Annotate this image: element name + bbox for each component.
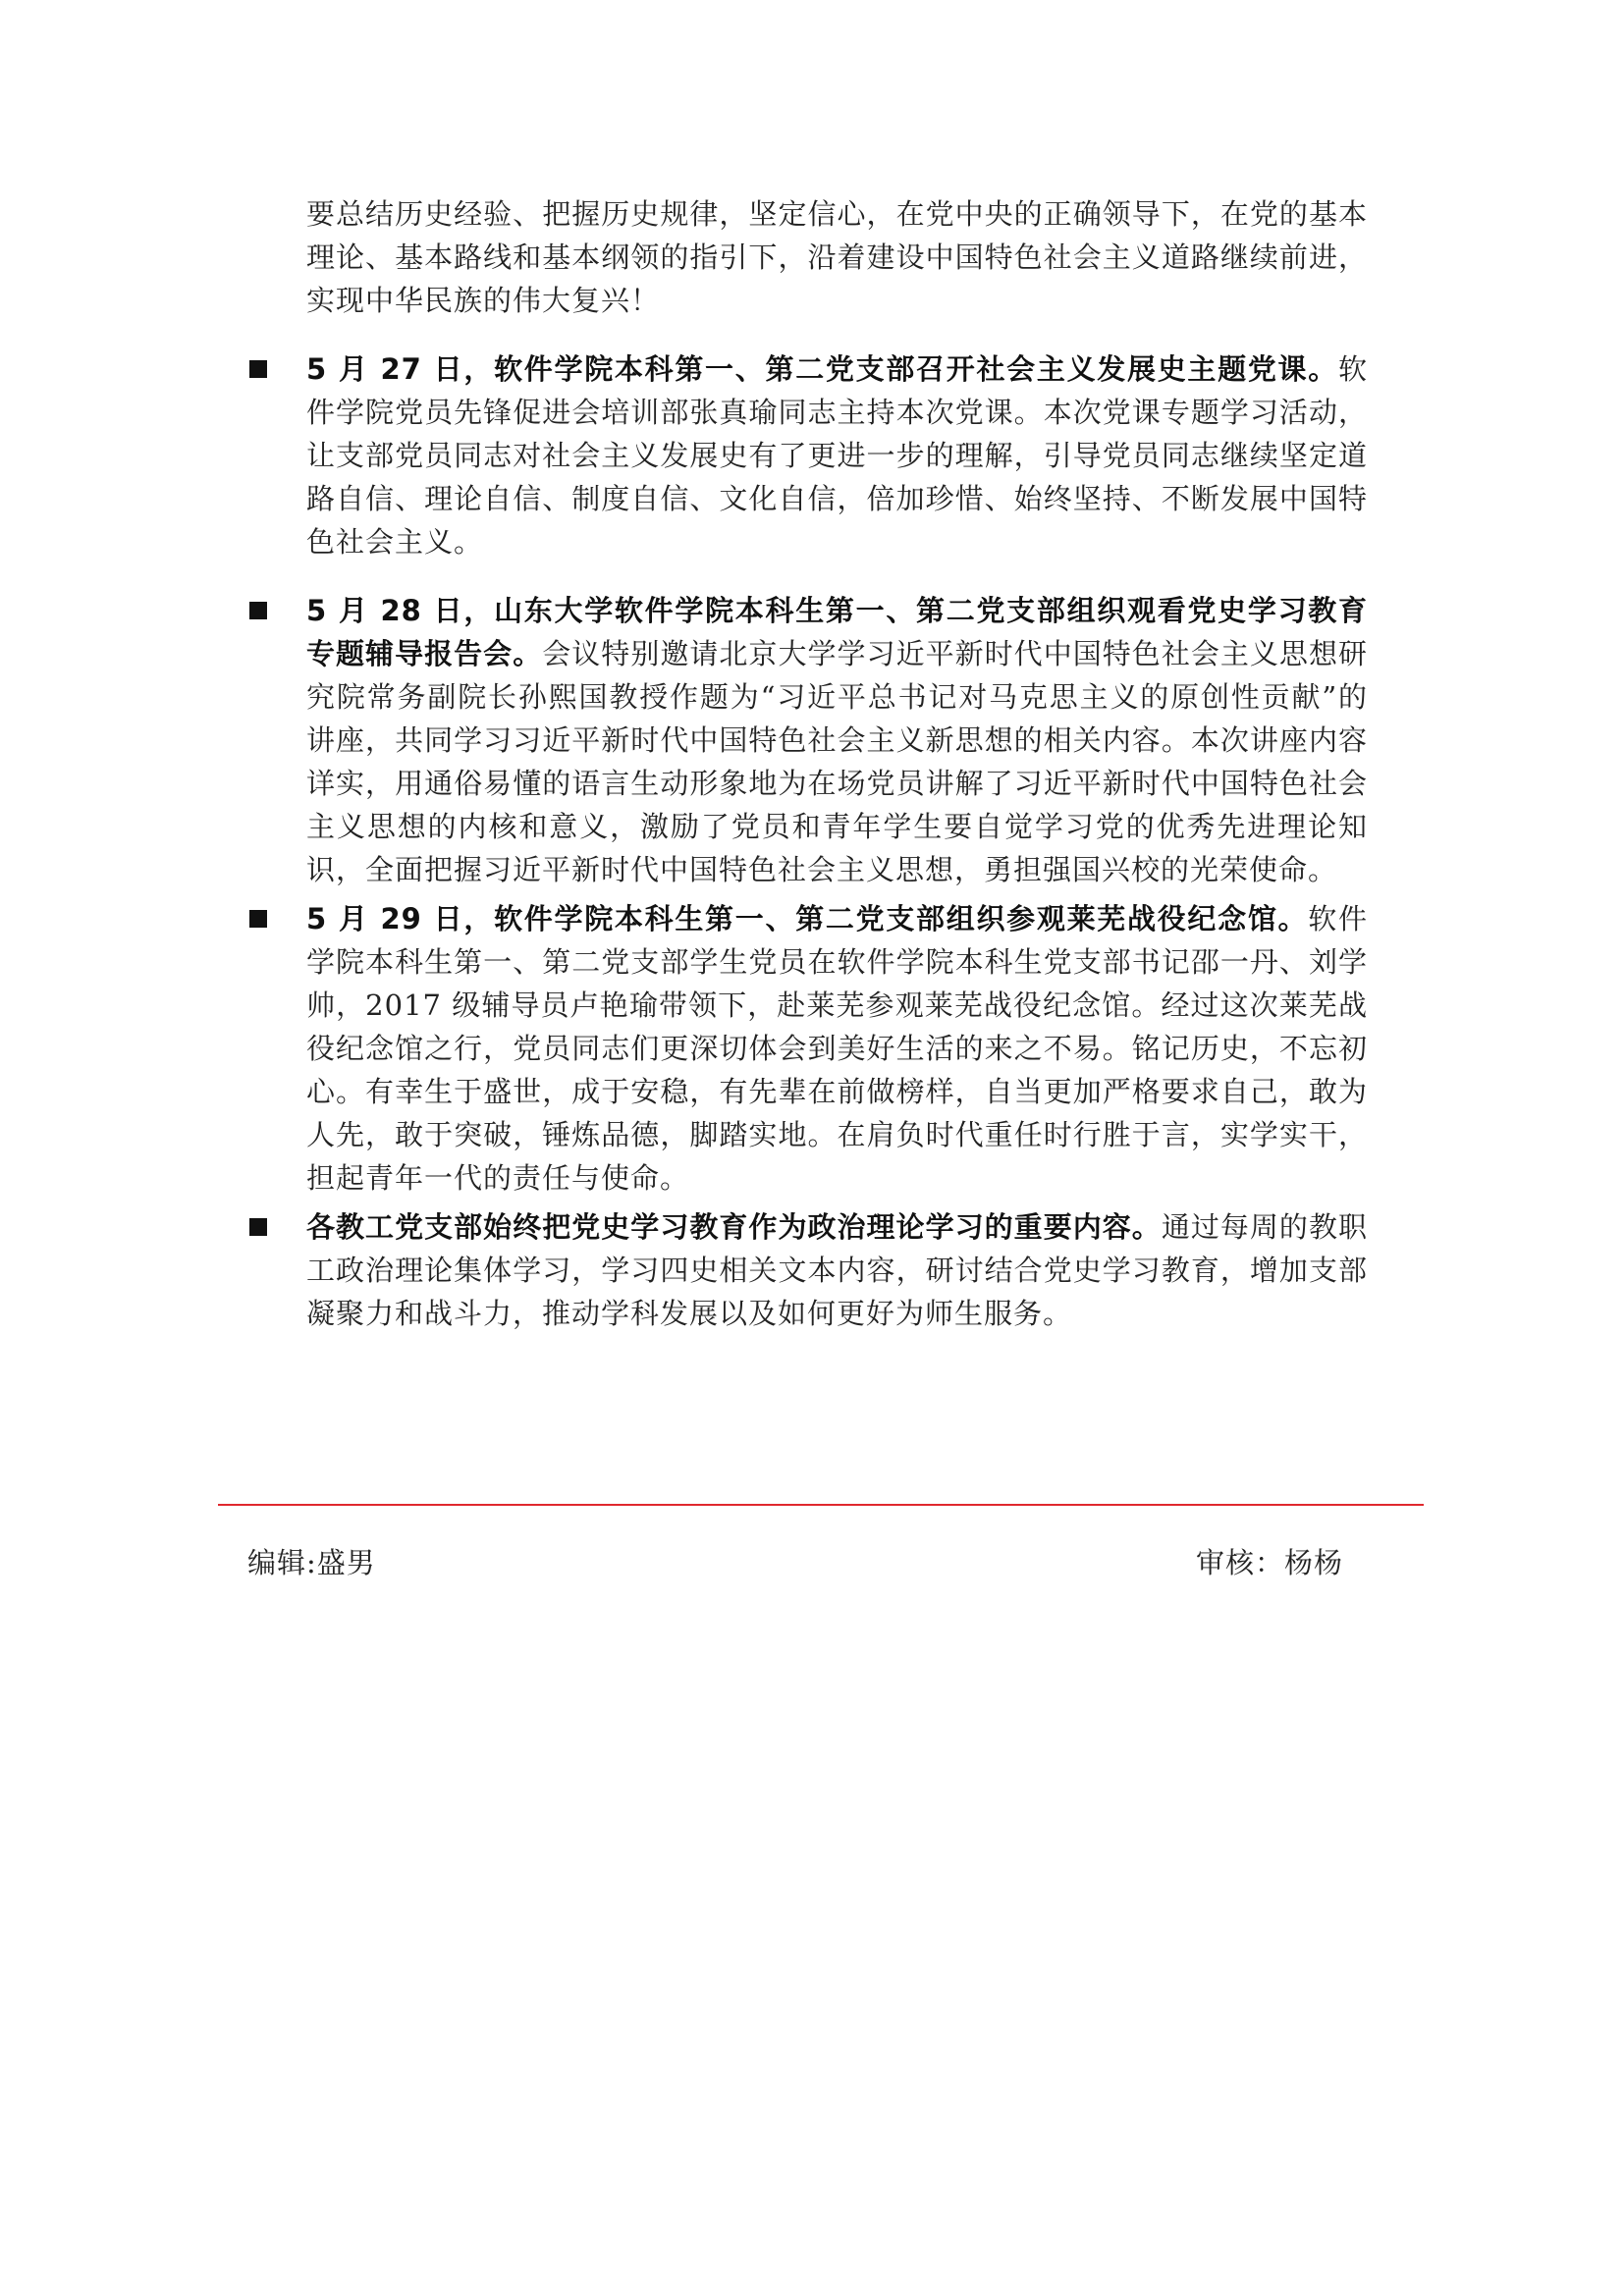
- list-item: [244, 897, 1368, 1200]
- item-body: 通过每周的教职工政治理论集体学习，学习四史相关文本内容，研讨结合党史学习教育，增加支部凝聚力和战斗力，推动学科发展以及如何更好为师生服务。: [306, 1210, 1368, 1330]
- item-body: 会议特别邀请北京大学学习近平新时代中国特色社会主义思想研究院常务副院长孙熙国教授作题为“习近平总书记对马克思主义的原创性贡献”的讲座，共同学习习近平新时代中国特色社会主义新思想的相关内容。本次讲座内容详实，用通俗易懂的语言生动形象地为在场党员讲解了习近平新时代中国特色社会主义思想的内核和意义，激励了党员和青年学生要自觉学习党的优秀先进理论知识，全面把握习近平新时代中国特色社会主义思想，勇担强国兴校的光荣使命。: [306, 637, 1368, 886]
- footer-divider: [218, 1504, 1424, 1506]
- square-bullet-icon: [249, 1218, 267, 1236]
- item-body: 软件学院党员先锋促进会培训部张真瑜同志主持本次党课。本次党课专题学习活动，让支部党员同志对社会主义发展史有了更进一步的理解，引导党员同志继续坚定道路自信、理论自信、制度自信、文化自信，倍加珍惜、始终坚持、不断发展中国特色社会主义。: [306, 352, 1368, 559]
- editor-credit: 编辑:盛男: [247, 1546, 376, 1579]
- reviewer-credit: 审核：杨杨: [1195, 1546, 1343, 1579]
- item-lead: 5 月 29 日，软件学院本科生第一、第二党支部组织参观莱芜战役纪念馆。: [306, 902, 1309, 935]
- square-bullet-icon: [249, 360, 267, 378]
- square-bullet-icon: [249, 910, 267, 928]
- list-item: [244, 1205, 1368, 1335]
- intro-paragraph: 要总结历史经验、把握历史规律，坚定信心，在党中央的正确领导下，在党的基本理论、基本路线和基本纲领的指引下，沿着建设中国特色社会主义道路继续前进，实现中华民族的伟大复兴！: [306, 197, 1368, 317]
- list-item: [244, 589, 1368, 891]
- square-bullet-icon: [249, 602, 267, 619]
- item-lead: 各教工党支部始终把党史学习教育作为政治理论学习的重要内容。: [306, 1210, 1162, 1244]
- list-item: [244, 347, 1368, 563]
- item-lead: 5 月 27 日，软件学院本科第一、第二党支部召开社会主义发展史主题党课。: [306, 352, 1338, 386]
- item-body: 软件学院本科生第一、第二党支部学生党员在软件学院本科生党支部书记邵一丹、刘学帅，2017 级辅导员卢艳瑜带领下，赴莱芜参观莱芜战役纪念馆。经过这次莱芜战役纪念馆之行，党员同志们更深切体会到美好生活的来之不易。铭记历史，不忘初心。有幸生于盛世，成于安稳，有先辈在前做榜样，自当更加严格要求自己，敢为人先，敢于突破，锤炼品德，脚踏实地。在肩负时代重任时行胜于言，实学实干，担起青年一代的责任与使命。: [306, 902, 1368, 1195]
- article-body: [244, 192, 1368, 1335]
- item-lead: 5 月 28 日，山东大学软件学院本科生第一、第二党支部组织观看党史学习教育专题辅导报告会。: [306, 594, 1368, 670]
